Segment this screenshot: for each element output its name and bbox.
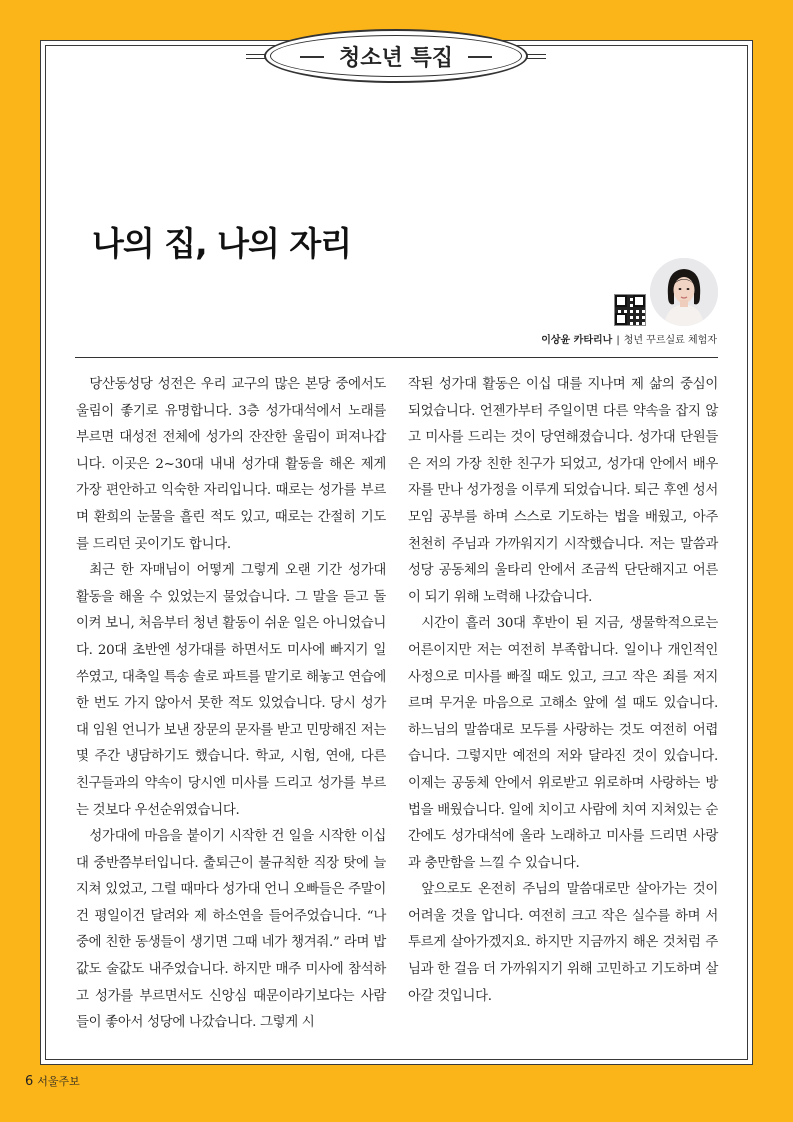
author-byline	[541, 331, 717, 346]
paragraph-continued: 작된 성가대 활동은 이십 대를 지나며 제 삶의 중심이 되었습니다. 언젠가부터 주일이면 다른 약속을 잡지 않고 미사를 드리는 것이 당연해졌습니다. 성가대 단원들은 저의 가장 친한 친구가 되었고, 성가대 안에서 배우자를 만나 성가정을 이루게 되었습니다. 퇴근 후엔 성서모임 공부를 하며 스스로 기도하는 법을 배웠고, 아주 천천히 주님과 가까워지기 시작했습니다. 저는 말씀과 성당 공동체의 울타리 안에서 조금씩 단단해지고 어른이 되기 위해 노력해 나갔습니다.	[408, 377, 718, 605]
paragraph: 성가대에 마음을 붙이기 시작한 건 일을 시작한 이십 대 중반쯤부터입니다. 출퇴근이 불규칙한 직장 탓에 늘 지쳐 있었고, 그럴 때마다 성가대 언니 오빠들은 주말이건 평일이건 달려와 제 하소연을 들어주었습니다. “나중에 친한 동생들이 생기면 그때 네가 챙겨줘.” 라며 밥값도 술값도 내주었습니다. 하지만 매주 미사에 참석하고 성가를 부르면서도 신앙심 때문이라기보다는 사람들이 좋아서 성당에 나갔습니다. 그렇게 시	[76, 829, 386, 1031]
qr-code-icon[interactable]	[614, 294, 646, 326]
paragraph: 최근 한 자매님이 어떻게 그렇게 오랜 기간 성가대 활동을 해올 수 있었는지 물었습니다. 그 말을 듣고 돌이켜 보니, 처음부터 청년 활동이 쉬운 일은 아니었습니다. 20대 초반엔 성가대를 하면서도 미사에 빠지기 일쑤였고, 대축일 특송 솔로 파트를 맡기로 해놓고 연습에 한 번도 가지 않아서 못한 적도 있었습니다. 당시 성가대 임원 언니가 보낸 장문의 문자를 받고 민망해진 저는 몇 주간 냉담하기도 했습니다. 학교, 시험, 연애, 다른 친구들과의 약속이 당시엔 미사를 드리고 성가를 부르는 것보다 우선순위였습니다.	[76, 563, 386, 818]
paragraph: 시간이 흘러 30대 후반이 된 지금, 생물학적으로는 어른이지만 저는 여전히 부족합니다. 일이나 개인적인 사정으로 미사를 빠질 때도 있고, 크고 작은 죄를 저지르며 무거운 마음으로 고해소 앞에 설 때도 있습니다. 하느님의 말씀대로 모두를 사랑하는 것도 여전히 어렵습니다. 그렇지만 예전의 저와 달라진 것이 있습니다. 이제는 공동체 안에서 위로받고 위로하며 사랑하는 방법을 배웠습니다. 일에 치이고 사람에 치여 지쳐있는 순간에도 성가대석에 올라 노래하고 미사를 드리면 사랑과 충만함을 느낄 수 있습니다.	[408, 616, 718, 871]
byline-separator: |	[616, 335, 620, 346]
author-role: 청년 꾸르실료 체험자	[623, 335, 717, 346]
author-name: 이상윤 카타리나	[541, 335, 613, 346]
paragraph: 앞으로도 온전히 주님의 말씀대로만 살아가는 것이 어려울 것을 압니다. 여전히 크고 작은 실수를 하며 서투르게 살아가겠지요. 하지만 지금까지 해온 것처럼 주님과 한 걸음 더 가까워지기 위해 고민하고 기도하며 살아갈 것입니다.	[408, 882, 718, 1004]
body-column-right	[408, 372, 718, 1010]
article-title: 나의 집, 나의 자리	[92, 224, 352, 263]
page-number: 6	[25, 1074, 34, 1089]
avatar-photo-icon	[650, 258, 718, 326]
body-column-left	[76, 372, 386, 1037]
title-rule	[75, 357, 718, 358]
publication-name: 서울주보	[37, 1075, 80, 1088]
paragraph: 당산동성당 성전은 우리 교구의 많은 본당 중에서도 울림이 좋기로 유명합니다. 3층 성가대석에서 노래를 부르면 대성전 전체에 성가의 잔잔한 울림이 퍼져나갑니다. 이곳은 2~30대 내내 성가대 활동을 해온 제게 가장 편안하고 익숙한 자리입니다. 때로는 성가를 부르며 환희의 눈물을 흘린 적도 있고, 때로는 간절히 기도를 드리던 곳이기도 합니다.	[76, 377, 386, 552]
page-footer	[25, 1073, 80, 1089]
section-title: 청소년 특집	[339, 45, 453, 71]
